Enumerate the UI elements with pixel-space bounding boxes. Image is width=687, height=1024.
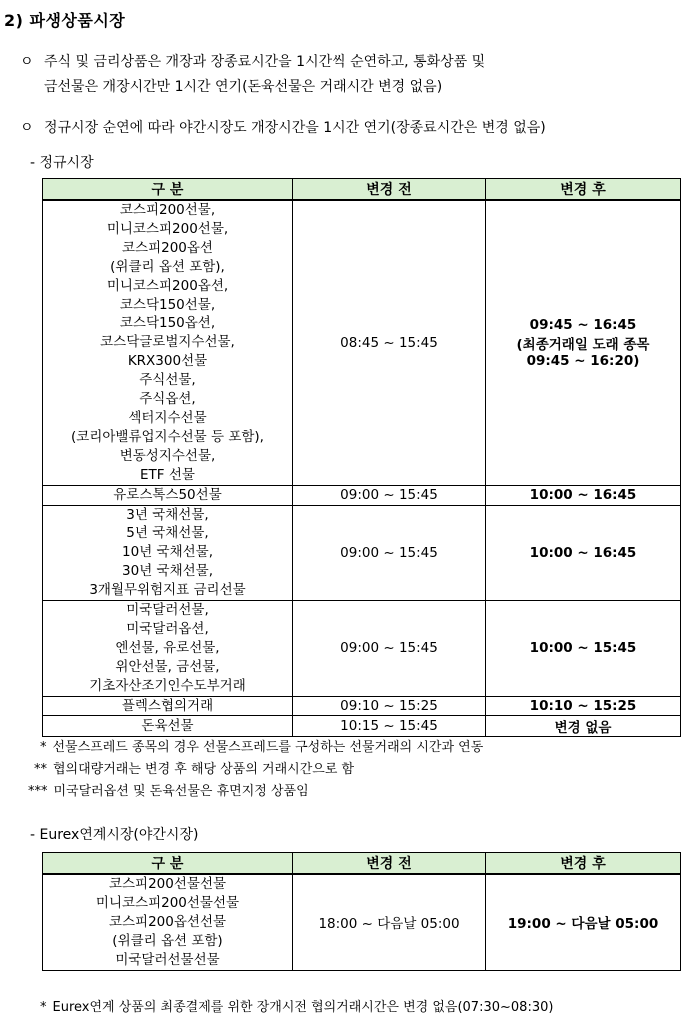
product-name: (위클리 옵션 포함) (112, 932, 223, 949)
time-after-cell (486, 874, 681, 970)
time-after-cell (486, 601, 681, 697)
table-row (43, 696, 681, 716)
footnote (40, 736, 483, 755)
time-before-cell: 09:00 ~ 15:45 (293, 601, 486, 697)
section-title: 2) 파생상품시장 (4, 11, 126, 30)
table-row (43, 874, 681, 970)
product-list-cell (43, 200, 293, 485)
footnote-mark: * (40, 1000, 47, 1015)
footnote-mark: *** (28, 784, 48, 799)
product-name: 코스닥150옵션, (119, 315, 216, 332)
time-before-cell: 18:00 ~ 다음날 05:00 (293, 874, 486, 970)
time-after-cell (486, 200, 681, 485)
footnote (28, 780, 309, 799)
time-after-line: 10:00 ~ 16:45 (529, 544, 637, 561)
product-name: 코스피200선물선물 (108, 876, 227, 892)
header-before: 변경 전 (293, 853, 486, 875)
time-before-cell: 09:00 ~ 15:45 (293, 485, 486, 505)
time-after-line: 10:10 ~ 15:25 (529, 698, 637, 715)
time-after-line: 09:45 ~ 16:45 (529, 316, 637, 333)
header-after: 변경 후 (486, 853, 681, 875)
time-after-line: (최종거래일 도래 종목 (516, 336, 650, 353)
product-name: 3개월무위험지표 금리선물 (89, 582, 246, 599)
product-name: 30년 국채선물, (122, 563, 213, 580)
time-after-cell (486, 505, 681, 601)
product-name: 코스피200옵션선물 (108, 913, 227, 930)
footnote (40, 996, 553, 1015)
header-category: 구 분 (43, 179, 293, 201)
bullet-line: 주식 및 금리상품은 개장과 장종료시간을 1시간씩 순연하고, 통화상품 및 (44, 54, 486, 70)
product-name: 10년 국채선물, (122, 544, 213, 561)
footnote-mark: * (40, 740, 47, 755)
product-name: 엔선물, 유로선물, (115, 639, 220, 656)
product-name: 3년 국채선물, (126, 506, 209, 523)
product-name: 5년 국채선물, (126, 525, 209, 542)
footnote (34, 758, 354, 777)
header-before: 변경 전 (293, 179, 486, 201)
product-name: 코스닥150선물, (119, 296, 216, 313)
product-name: 변동성지수선물, (119, 447, 216, 464)
product-name: 미니코스피200옵션, (106, 277, 229, 294)
product-list-cell (43, 696, 293, 716)
time-before-cell: 09:00 ~ 15:45 (293, 505, 486, 601)
product-name: 미니코스피200선물선물 (95, 894, 240, 911)
product-name: 코스피200선물, (119, 202, 216, 218)
time-after-line: 19:00 ~ 다음날 05:00 (507, 916, 659, 933)
product-list-cell (43, 716, 293, 737)
time-after-cell (486, 485, 681, 505)
product-name: 미국달러선물, (126, 602, 209, 619)
footnote-text: 협의대량거래는 변경 후 해당 상품의 거래시간으로 함 (53, 762, 355, 777)
eurex-market-label: - Eurex연계시장(야간시장) (30, 827, 199, 843)
bullet-mark: ㅇ (20, 54, 34, 70)
product-name: ETF 선물 (140, 466, 195, 483)
product-name: 코스닥글로벌지수선물, (100, 334, 235, 351)
product-name: 플렉스협의거래 (121, 697, 214, 714)
time-after-line: 10:00 ~ 15:45 (529, 640, 637, 657)
time-after-line: 09:45 ~ 16:20) (526, 352, 640, 369)
table-row (43, 485, 681, 505)
footnote-mark: ** (34, 762, 47, 777)
product-name: 주식선물, (139, 372, 196, 389)
product-list-cell (43, 874, 293, 970)
product-list-cell (43, 601, 293, 697)
product-name: 미국달러선물선물 (115, 951, 220, 968)
regular-market-table (42, 178, 681, 737)
product-name: 기초자산조기인수도부거래 (89, 677, 246, 694)
header-after: 변경 후 (486, 179, 681, 201)
table-row (43, 200, 681, 485)
bullet-line: 정규시장 순연에 따라 야간시장도 개장시간을 1시간 연기(장종료시간은 변경 없음) (44, 120, 546, 136)
time-after-line: 변경 없음 (554, 720, 612, 737)
time-after-line: 10:00 ~ 16:45 (529, 487, 637, 504)
time-after-cell (486, 696, 681, 716)
footnote-text: 선물스프레드 종목의 경우 선물스프레드를 구성하는 선물거래의 시간과 연동 (52, 740, 484, 755)
time-after-cell (486, 716, 681, 737)
regular-market-label: - 정규시장 (30, 155, 94, 171)
product-name: 위안선물, 금선물, (115, 658, 220, 675)
product-list-cell (43, 485, 293, 505)
product-name: (코리아밸류업지수선물 등 포함), (71, 428, 264, 445)
table-row (43, 601, 681, 697)
time-before-cell: 08:45 ~ 15:45 (293, 200, 486, 485)
product-name: 유로스톡스50선물 (113, 486, 222, 503)
bullet-line: 금선물은 개장시간만 1시간 연기(돈육선물은 거래시간 변경 없음) (44, 79, 443, 95)
footnote-text: 미국달러옵션 및 돈육선물은 휴면지정 상품임 (53, 784, 309, 799)
table-row (43, 716, 681, 737)
product-name: 주식옵션, (139, 391, 196, 408)
time-before-cell: 09:10 ~ 15:25 (293, 696, 486, 716)
header-category: 구 분 (43, 853, 293, 875)
product-name: 섹터지수선물 (128, 409, 207, 426)
product-name: 미니코스피200선물, (106, 220, 229, 237)
product-name: KRX300선물 (127, 353, 208, 370)
eurex-market-table (42, 852, 681, 971)
product-name: 코스피200옵션 (122, 239, 213, 256)
time-before-cell: 10:15 ~ 15:45 (293, 716, 486, 737)
footnote-text: Eurex연계 상품의 최종결제를 위한 장개시전 협의거래시간은 변경 없음(07:30~08:30) (52, 1000, 554, 1015)
product-list-cell (43, 505, 293, 601)
product-name: 미국달러옵션, (126, 620, 209, 637)
product-name: 돈육선물 (141, 718, 194, 735)
table-row (43, 505, 681, 601)
bullet-mark: ㅇ (20, 120, 34, 136)
product-name: (위클리 옵션 포함), (110, 258, 225, 275)
